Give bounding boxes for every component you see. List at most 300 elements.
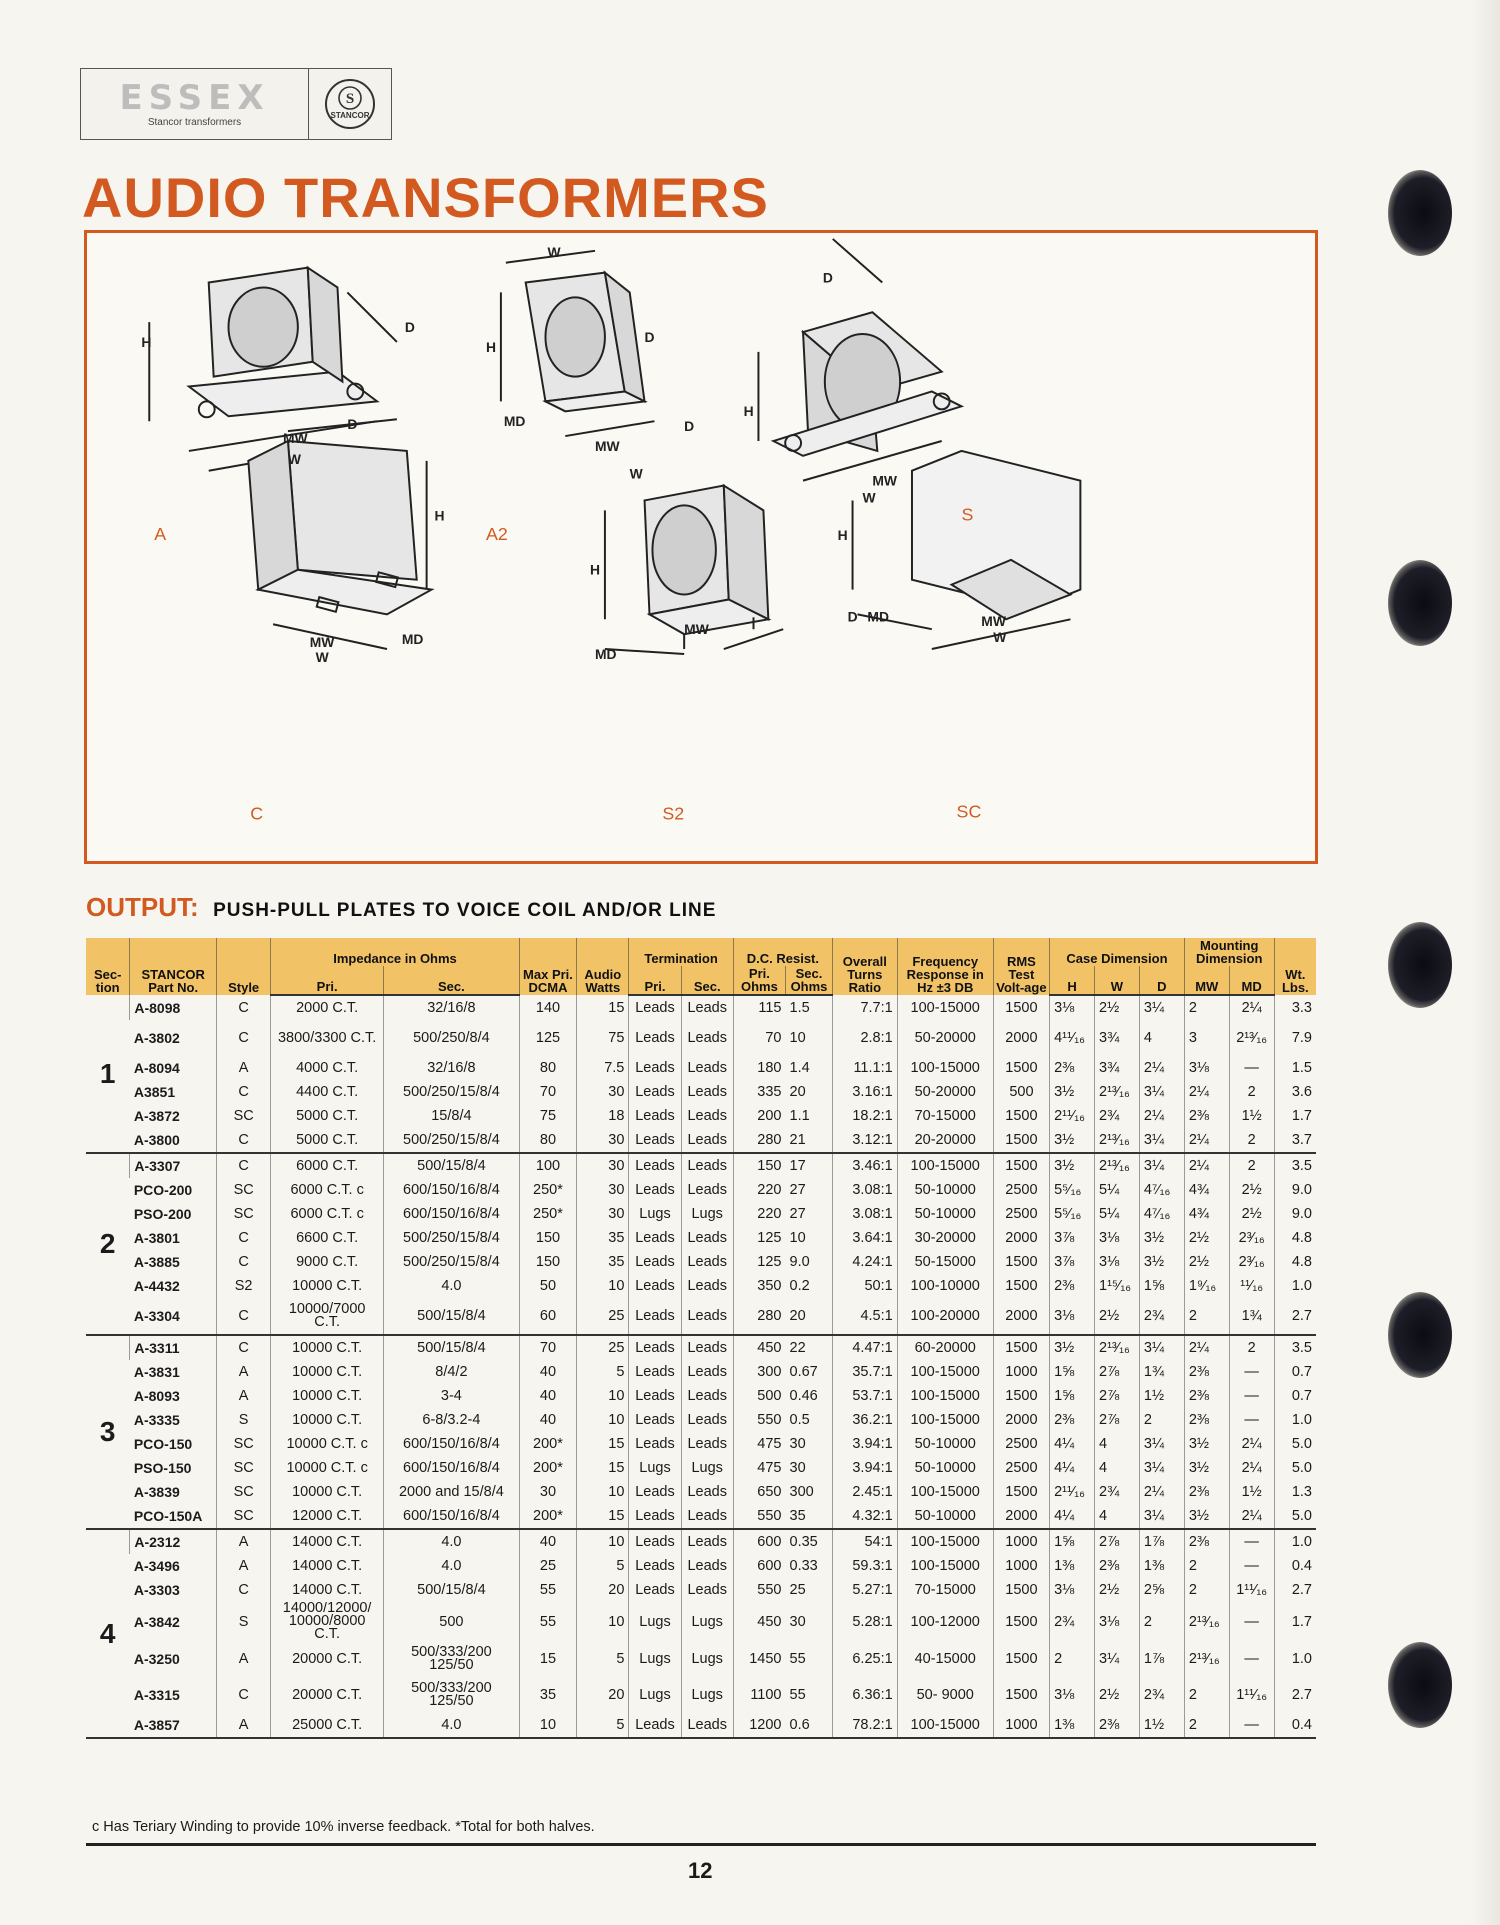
cell-mount-md: — [1229,1408,1274,1432]
cell-sec-ohms: 0.46 [789,1388,818,1404]
cell-weight: 5.0 [1274,1504,1316,1529]
cell-case-w: 2¾ [1095,1104,1140,1128]
cell-termination-pri: Leads [629,1554,681,1578]
cell-style: C [217,1080,271,1104]
table-row [86,1202,1316,1226]
cell-pri-ohms: 335 [733,1080,785,1104]
cell-weight: 3.3 [1274,995,1316,1020]
cell-turns-ratio: 18.2:1 [832,1104,897,1128]
cell-impedance-pri: 6600 C.T. [271,1226,384,1250]
cell-weight: 1.7 [1274,1602,1316,1641]
cell-part-no: PCO-150 [133,1436,193,1452]
cell-sec-ohms: 0.2 [789,1278,810,1294]
cell-frequency: 50-15000 [897,1250,993,1274]
cell-part-no: A-3496 [133,1558,180,1574]
cell-termination-sec: Leads [681,1480,733,1504]
cell-frequency: 100-15000 [897,1480,993,1504]
col-mount-mw: MW [1184,966,1229,995]
table-row [86,1432,1316,1456]
cell-termination-sec: Leads [681,1056,733,1080]
dim-h: H [486,338,497,355]
cell-termination-pri: Lugs [629,1602,681,1641]
cell-termination-pri: Leads [629,1226,681,1250]
cell-case-w: 2½ [1095,1677,1140,1713]
cell-pri-ohms: 70 [733,1020,785,1056]
cell-part-no: A-3802 [133,1030,180,1046]
cell-termination-sec: Leads [681,1226,733,1250]
cell-max-dcma: 35 [519,1677,576,1713]
cell-turns-ratio: 6.25:1 [832,1641,897,1677]
footnote: c Has Teriary Winding to provide 10% inverse feedback. *Total for both halves. [92,1819,595,1835]
cell-mount-mw: 3 [1184,1020,1229,1056]
cell-max-dcma: 70 [519,1335,576,1360]
cell-pri-ohms: 220 [733,1202,785,1226]
cell-case-h: 3⅛ [1050,1677,1095,1713]
cell-mount-mw: 2 [1184,1554,1229,1578]
cell-sec-ohms: 30 [789,1460,806,1476]
cell-mount-md: 1¾ [1229,1298,1274,1335]
cell-impedance-sec: 4.0 [384,1274,520,1298]
cell-weight: 1.0 [1274,1641,1316,1677]
cell-termination-sec: Leads [681,1153,733,1178]
cell-impedance-sec: 32/16/8 [384,995,520,1020]
cell-frequency: 40-15000 [897,1641,993,1677]
cell-termination-sec: Leads [681,1713,733,1738]
cell-sec-ohms: 17 [789,1158,806,1174]
col-impedance: Impedance in Ohms [271,938,519,966]
cell-mount-md: 2¼ [1229,995,1274,1020]
cell-weight: 1.3 [1274,1480,1316,1504]
binder-hole [1388,170,1452,256]
cell-case-d: 4 [1139,1020,1184,1056]
col-sec-ohms: Sec. Ohms [786,966,833,995]
col-max-dcma: Max Pri. DCMA [519,938,576,995]
cell-pri-ohms: 180 [733,1056,785,1080]
cell-part-no: PCO-200 [133,1182,193,1198]
cell-impedance-pri: 14000 C.T. [271,1578,384,1602]
cell-turns-ratio: 2.45:1 [832,1480,897,1504]
cell-sec-ohms: 30 [789,1436,806,1452]
cell-mount-mw: 2½ [1184,1250,1229,1274]
cell-part-no: A-3801 [133,1230,180,1246]
col-termination-pri: Pri. [629,966,681,995]
col-impedance-sec: Sec. [384,966,520,995]
cell-mount-md: — [1229,1602,1274,1641]
cell-audio-watts: 75 [577,1020,629,1056]
cell-weight: 1.0 [1274,1408,1316,1432]
cell-case-w: 2½ [1095,1578,1140,1602]
cell-pri-ohms: 280 [733,1298,785,1335]
cell-termination-pri: Leads [629,1432,681,1456]
cell-weight: 5.0 [1274,1456,1316,1480]
cell-mount-mw: 4¾ [1184,1202,1229,1226]
col-pri-ohms: Pri. Ohms [733,966,785,995]
cell-case-w: 2⅞ [1095,1360,1140,1384]
cell-termination-sec: Leads [681,1554,733,1578]
cell-rms-voltage: 1500 [993,1335,1049,1360]
cell-audio-watts: 15 [577,1504,629,1529]
cell-termination-sec: Leads [681,1504,733,1529]
cell-termination-pri: Lugs [629,1456,681,1480]
cell-case-h: 4¼ [1050,1456,1095,1480]
cell-audio-watts: 30 [577,1202,629,1226]
cell-case-d: 3¼ [1139,1335,1184,1360]
cell-termination-sec: Leads [681,1178,733,1202]
dim-h: H [434,507,445,524]
cell-style: C [217,1226,271,1250]
cell-pri-ohms: 300 [733,1360,785,1384]
table-row [86,1178,1316,1202]
table-row [86,1274,1316,1298]
cell-termination-sec: Leads [681,1360,733,1384]
cell-sec-ohms: 0.5 [789,1412,810,1428]
cell-impedance-sec: 500/333/200 125/50 [384,1641,520,1677]
cell-pri-ohms: 220 [733,1178,785,1202]
cell-frequency: 50- 9000 [897,1677,993,1713]
cell-mount-mw: 2 [1184,995,1229,1020]
cell-impedance-sec: 500/15/8/4 [384,1578,520,1602]
table-row [86,1677,1316,1713]
cell-audio-watts: 25 [577,1298,629,1335]
cell-impedance-sec: 4.0 [384,1713,520,1738]
cell-impedance-sec: 500/15/8/4 [384,1298,520,1335]
cell-termination-pri: Leads [629,1104,681,1128]
cell-weight: 5.0 [1274,1432,1316,1456]
cell-termination-sec: Lugs [681,1202,733,1226]
col-case-w: W [1095,966,1140,995]
cell-termination-pri: Leads [629,1080,681,1104]
cell-turns-ratio: 5.28:1 [832,1602,897,1641]
cell-impedance-sec: 500/250/15/8/4 [384,1226,520,1250]
cell-impedance-pri: 25000 C.T. [271,1713,384,1738]
cell-mount-md: 2 [1229,1128,1274,1153]
col-case-d: D [1139,966,1184,995]
cell-part-no: A-4432 [133,1278,180,1294]
cell-style: SC [217,1480,271,1504]
cell-frequency: 100-15000 [897,1554,993,1578]
table-row [86,995,1316,1020]
cell-pri-ohms: 600 [733,1554,785,1578]
cell-impedance-sec: 8/4/2 [384,1360,520,1384]
style-label-s2: S2 [662,803,685,824]
cell-rms-voltage: 1000 [993,1360,1049,1384]
cell-frequency: 50-20000 [897,1080,993,1104]
cell-impedance-pri: 10000 C.T. c [271,1432,384,1456]
cell-part-no: A-3303 [133,1582,180,1598]
section-number: 3 [86,1335,130,1529]
cell-rms-voltage: 2000 [993,1226,1049,1250]
cell-mount-mw: 2⅜ [1184,1480,1229,1504]
table-row [86,1713,1316,1738]
cell-case-w: 2¹³⁄₁₆ [1095,1080,1140,1104]
cell-pri-ohms: 115 [733,995,785,1020]
cell-sec-ohms: 0.33 [789,1558,818,1574]
cell-turns-ratio: 3.12:1 [832,1128,897,1153]
table-row [86,1020,1316,1056]
cell-rms-voltage: 2000 [993,1504,1049,1529]
cell-case-h: 4¹¹⁄₁₆ [1050,1020,1095,1056]
cell-rms-voltage: 1500 [993,1602,1049,1641]
cell-part-no: A-3304 [130,1298,217,1335]
cell-rms-voltage: 1500 [993,1578,1049,1602]
dim-w: W [287,450,302,467]
cell-mount-md: 2 [1229,1080,1274,1104]
cell-sec-ohms: 1.4 [789,1060,810,1076]
cell-mount-mw: 2⅜ [1184,1384,1229,1408]
cell-style: C [217,1578,271,1602]
cell-weight: 3.6 [1274,1080,1316,1104]
cell-termination-pri: Lugs [629,1202,681,1226]
cell-mount-mw: 2¹³⁄₁₆ [1184,1602,1229,1641]
cell-sec-ohms: 0.6 [786,1713,833,1738]
dim-h: H [743,403,754,420]
cell-audio-watts: 10 [577,1384,629,1408]
cell-mount-md: 1½ [1229,1480,1274,1504]
cell-case-w: 2⅞ [1095,1529,1140,1554]
cell-case-d: 3¼ [1139,1456,1184,1480]
cell-case-h: 5⁵⁄₁₆ [1050,1178,1095,1202]
cell-style: S [217,1602,271,1641]
cell-case-h: 1⅝ [1050,1360,1095,1384]
cell-audio-watts: 10 [577,1602,629,1641]
cell-impedance-pri: 5000 C.T. [271,1128,384,1153]
cell-pri-ohms: 450 [733,1602,785,1641]
cell-case-d: 2¼ [1139,1104,1184,1128]
cell-turns-ratio: 3.16:1 [832,1080,897,1104]
cell-part-no: A-3315 [133,1687,180,1703]
cell-audio-watts: 35 [577,1226,629,1250]
cell-frequency: 70-15000 [897,1104,993,1128]
table-row [86,1578,1316,1602]
cell-style: A [217,1529,271,1554]
page-title: AUDIO TRANSFORMERS [82,166,769,229]
dim-w: W [629,465,643,482]
cell-case-w: 4 [1095,1456,1140,1480]
cell-part-no: A-8094 [133,1060,180,1076]
table-row [86,1504,1316,1529]
style-label-s: S [961,504,974,525]
cell-sec-ohms: 55 [789,1651,806,1667]
cell-weight: 1.0 [1274,1529,1316,1554]
table-row [86,1250,1316,1274]
spec-table-body [86,995,1316,1738]
cell-impedance-pri: 10000 C.T. c [271,1456,384,1480]
cell-impedance-sec: 500/15/8/4 [384,1335,520,1360]
section-heading-sub: PUSH-PULL PLATES TO VOICE COIL AND/OR LINE [213,900,717,921]
cell-pri-ohms: 475 [733,1432,785,1456]
cell-part-no: A-3250 [133,1651,180,1667]
cell-case-d: 3½ [1139,1226,1184,1250]
col-impedance-pri: Pri. [271,966,384,995]
dim-mw: MW [872,472,898,489]
col-section: Sec-tion [86,938,130,995]
cell-turns-ratio: 78.2:1 [832,1713,897,1738]
cell-case-d: 2 [1139,1602,1184,1641]
cell-audio-watts: 5 [577,1554,629,1578]
cell-case-w: 2¾ [1095,1480,1140,1504]
cell-rms-voltage: 2000 [993,1408,1049,1432]
cell-frequency: 100-12000 [897,1602,993,1641]
cell-case-d: 2¾ [1139,1677,1184,1713]
cell-rms-voltage: 1500 [993,1104,1049,1128]
table-row [86,1456,1316,1480]
col-termination: Termination [629,938,733,966]
cell-weight: 3.5 [1274,1335,1316,1360]
cell-case-w: 2¹³⁄₁₆ [1095,1153,1140,1178]
cell-termination-pri: Leads [629,1384,681,1408]
cell-impedance-sec: 500/250/15/8/4 [384,1080,520,1104]
cell-case-w: 3¾ [1095,1056,1140,1080]
cell-rms-voltage: 1500 [993,1274,1049,1298]
dim-md: MD [867,608,889,625]
cell-audio-watts: 7.5 [577,1056,629,1080]
svg-text:STANCOR: STANCOR [330,111,370,120]
cell-case-d: 2¼ [1139,1056,1184,1080]
col-case-dimension: Case Dimension [1050,938,1185,966]
cell-mount-md: 1½ [1229,1104,1274,1128]
cell-style: A [217,1713,271,1738]
cell-mount-md: — [1229,1641,1274,1677]
cell-audio-watts: 15 [577,1432,629,1456]
cell-style: C [217,1020,271,1056]
cell-rms-voltage: 500 [993,1080,1049,1104]
cell-case-w: 3⅛ [1095,1226,1140,1250]
cell-weight: 3.5 [1274,1153,1316,1178]
page-number: 12 [688,1858,713,1883]
table-row [86,1602,1316,1641]
cell-max-dcma: 40 [519,1384,576,1408]
cell-impedance-pri: 10000 C.T. [271,1480,384,1504]
cell-rms-voltage: 1000 [993,1554,1049,1578]
cell-mount-md: 1¹¹⁄₁₆ [1229,1677,1274,1713]
table-row [86,1335,1316,1360]
cell-case-h: 1⅝ [1050,1384,1095,1408]
cell-audio-watts: 5 [577,1713,629,1738]
cell-mount-mw: 2¼ [1184,1080,1229,1104]
cell-impedance-pri: 10000 C.T. [271,1384,384,1408]
cell-case-d: 1¾ [1139,1360,1184,1384]
cell-case-w: 2⅜ [1095,1554,1140,1578]
cell-case-h: 3½ [1050,1128,1095,1153]
cell-impedance-pri: 10000 C.T. [271,1274,384,1298]
cell-impedance-sec: 500/15/8/4 [384,1153,520,1178]
cell-rms-voltage: 1000 [993,1529,1049,1554]
dim-h: H [837,527,848,544]
cell-case-d: 2⅝ [1139,1578,1184,1602]
cell-termination-pri: Leads [629,1408,681,1432]
cell-max-dcma: 150 [519,1226,576,1250]
section-number: 4 [86,1529,130,1738]
cell-termination-sec: Leads [681,1128,733,1153]
cell-sec-ohms: 20 [789,1084,806,1100]
cell-termination-sec: Leads [681,995,733,1020]
cell-turns-ratio: 3.46:1 [832,1153,897,1178]
dim-d: D [684,418,695,435]
cell-turns-ratio: 35.7:1 [832,1360,897,1384]
cell-part-no: A3851 [133,1084,176,1100]
style-c-drawing [248,419,431,649]
cell-style: C [217,1298,271,1335]
dim-d: D [404,319,415,336]
cell-pri-ohms: 280 [733,1128,785,1153]
cell-part-no: A-3307 [130,1153,217,1178]
cell-turns-ratio: 59.3:1 [832,1554,897,1578]
cell-case-d: 1½ [1139,1713,1184,1738]
cell-impedance-pri: 20000 C.T. [271,1677,384,1713]
cell-audio-watts: 10 [577,1274,629,1298]
cell-max-dcma: 40 [519,1529,576,1554]
cell-weight: 0.7 [1274,1360,1316,1384]
cell-frequency: 100-20000 [897,1298,993,1335]
cell-termination-sec: Leads [681,1578,733,1602]
cell-termination-sec: Leads [681,1408,733,1432]
cell-termination-sec: Leads [681,1250,733,1274]
table-row [86,1128,1316,1153]
cell-frequency: 60-20000 [897,1335,993,1360]
cell-mount-md: 2¼ [1229,1432,1274,1456]
cell-sec-ohms: 20 [786,1298,833,1335]
cell-style: A [217,1384,271,1408]
cell-termination-pri: Leads [629,1529,681,1554]
cell-termination-sec: Leads [681,1335,733,1360]
cell-impedance-sec: 3-4 [384,1384,520,1408]
cell-turns-ratio: 4.24:1 [832,1250,897,1274]
cell-style: C [217,1335,271,1360]
cell-style: SC [217,1202,271,1226]
cell-audio-watts: 20 [577,1578,629,1602]
cell-impedance-pri: 9000 C.T. [271,1250,384,1274]
cell-termination-pri: Lugs [629,1677,681,1713]
cell-pri-ohms: 1100 [733,1677,785,1713]
cell-sec-ohms: 35 [786,1504,833,1529]
col-dc-resist: D.C. Resist. [733,938,832,966]
cell-part-no: PSO-150 [133,1460,192,1476]
cell-mount-md: 2½ [1229,1202,1274,1226]
cell-frequency: 100-15000 [897,1153,993,1178]
table-row [86,1360,1316,1384]
col-weight: Wt. Lbs. [1274,938,1316,995]
cell-audio-watts: 30 [577,1080,629,1104]
cell-sec-ohms: 0.35 [789,1534,818,1550]
dim-md: MD [401,631,424,648]
cell-style: A [217,1360,271,1384]
cell-mount-mw: 3½ [1184,1504,1229,1529]
cell-termination-pri: Leads [629,995,681,1020]
cell-termination-sec: Leads [681,1104,733,1128]
cell-termination-sec: Leads [681,1020,733,1056]
stancor-seal-icon [324,78,376,130]
cell-part-no: A-3839 [133,1484,180,1500]
dim-w: W [993,629,1007,646]
cell-rms-voltage: 1500 [993,1384,1049,1408]
cell-case-h: 2⅜ [1050,1056,1095,1080]
cell-impedance-sec: 6-8/3.2-4 [384,1408,520,1432]
cell-mount-mw: 2 [1184,1578,1229,1602]
table-row [86,1554,1316,1578]
cell-weight: 2.7 [1274,1298,1316,1335]
cell-part-no: A-3857 [130,1713,217,1738]
cell-part-no: A-8098 [130,995,217,1020]
dim-md: MD [503,413,526,430]
cell-termination-sec: Leads [681,1529,733,1554]
cell-frequency: 100-10000 [897,1274,993,1298]
cell-case-w: 5¼ [1095,1178,1140,1202]
cell-max-dcma: 100 [519,1153,576,1178]
dim-md: MD [595,645,617,662]
cell-sec-ohms: 27 [789,1206,806,1222]
cell-frequency: 50-10000 [897,1202,993,1226]
cell-case-d: 1⅞ [1139,1529,1184,1554]
